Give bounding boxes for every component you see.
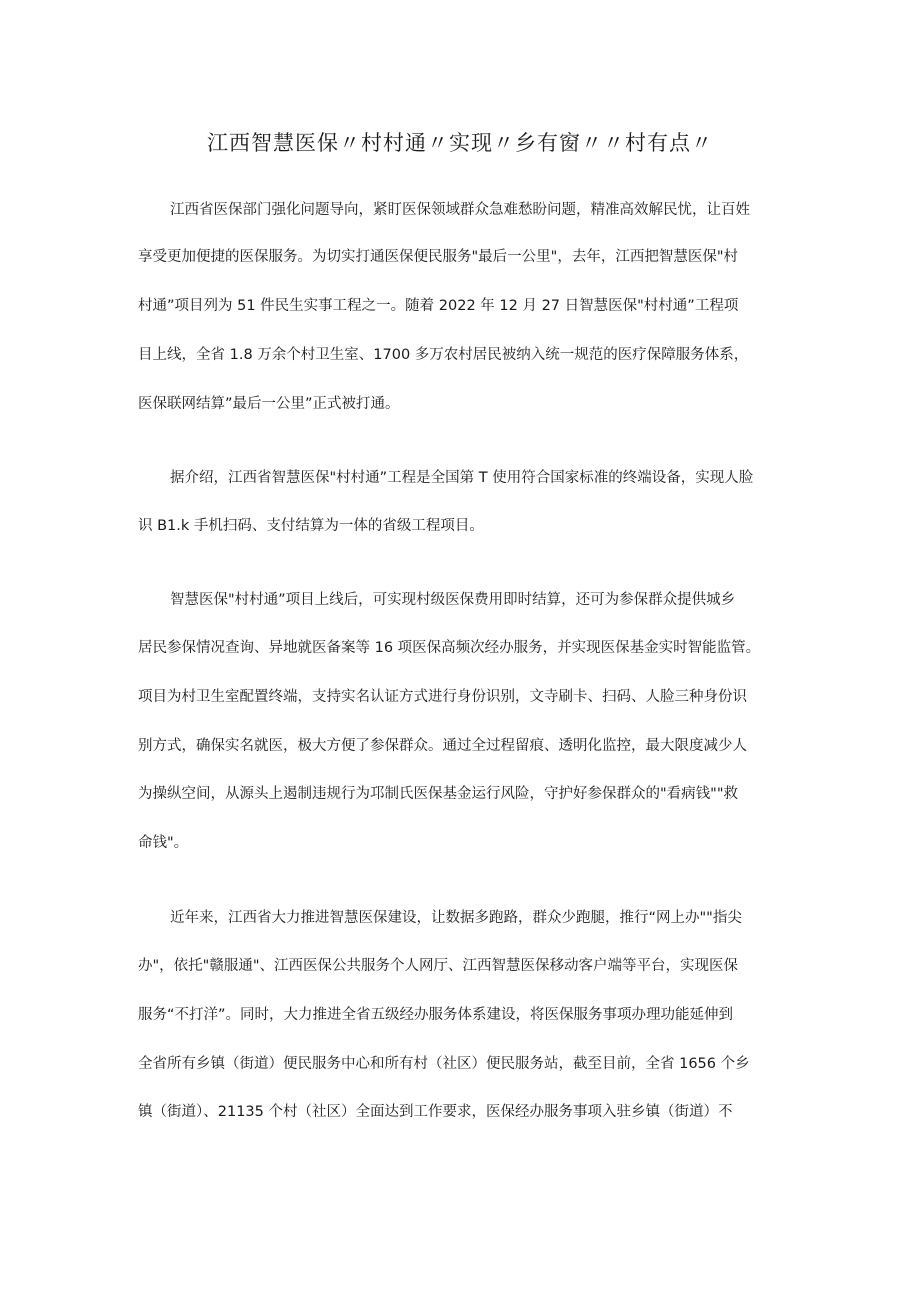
paragraph-4-line-1: 近年来，江西省大力推进智慧医保建设，让数据多跑路，群众少跑腿，推行“网上办""指尖 (170, 910, 742, 926)
document-title: 江西智慧医保〃村村通〃实现〃乡有窗〃〃村有点〃 (207, 131, 713, 155)
paragraph-4-line-5: 镇（街道）、21135 个村（社区）全面达到工作要求，医保经办服务事项入驻乡镇（街道）不 (138, 1104, 733, 1120)
paragraph-3-line-3: 项目为村卫生室配置终端，支持实名认证方式进行身份识别，文寺刷卡、扫码、人脸三种身份识 (138, 689, 747, 705)
paragraph-3-line-1: 智慧医保"村村通”项目上线后，可实现村级医保费用即时结算，还可为参保群众提供城乡 (170, 592, 736, 608)
paragraph-1-line-2: 享受更加便捷的医保服务。为切实打通医保便民服务"最后一公里"，去年，江西把智慧医保"村 (138, 249, 739, 265)
paragraph-1-line-4: 目上线，全省 1.8 万余个村卫生室、1700 多万农村居民被纳入统一规范的医疗保障服务体系， (138, 347, 749, 363)
paragraph-4-line-3: 服务“不打洋”。同时，大力推进全省五级经办服务体系建设，将医保服务事项办理功能延伸到 (138, 1007, 734, 1023)
paragraph-2-line-2: 识 B1.k 手机扫码、支付结算为一体的省级工程项目。 (138, 518, 484, 534)
paragraph-3-line-6: 命钱"。 (138, 835, 189, 851)
paragraph-3-line-5: 为操纵空间，从源头上遏制违规行为邛制氏医保基金运行风险，守护好参保群众的"看病钱""救 (138, 786, 739, 802)
paragraph-3-line-4: 别方式，确保实名就医，极大方便了参保群众。通过全过程留痕、透明化监控，最大限度减少人 (138, 738, 747, 754)
paragraph-4-line-4: 全省所有乡镇（街道）便民服务中心和所有村（社区）便民服务站，截至目前，全省 1656 个乡 (138, 1056, 750, 1072)
paragraph-2-line-1: 据介绍，江西省智慧医保"村村通”工程是全国第 T 使用符合国家标准的终端设备，实现人脸 (170, 470, 754, 486)
paragraph-1-line-5: 医保联网结算”最后一公里”正式被打通。 (138, 396, 400, 412)
paragraph-1-line-1: 江西省医保部门强化问题导向，紧盯医保领域群众急难愁盼问题，精准高效解民忧，让百姓 (170, 202, 750, 218)
paragraph-4-line-2: 办"，依托"赣服通"、江西医保公共服务个人网厅、江西智慧医保移动客户端等平台，实现医保 (138, 958, 739, 974)
paragraph-1-line-3: 村通”项目列为 51 件民生实事工程之一。随着 2022 年 12 月 27 日智慧医保"村村通”工程项 (138, 298, 739, 314)
paragraph-3-line-2: 居民参保情况查询、异地就医备案等 16 项医保高频次经办服务，并实现医保基金实时智能监管。 (138, 640, 761, 656)
